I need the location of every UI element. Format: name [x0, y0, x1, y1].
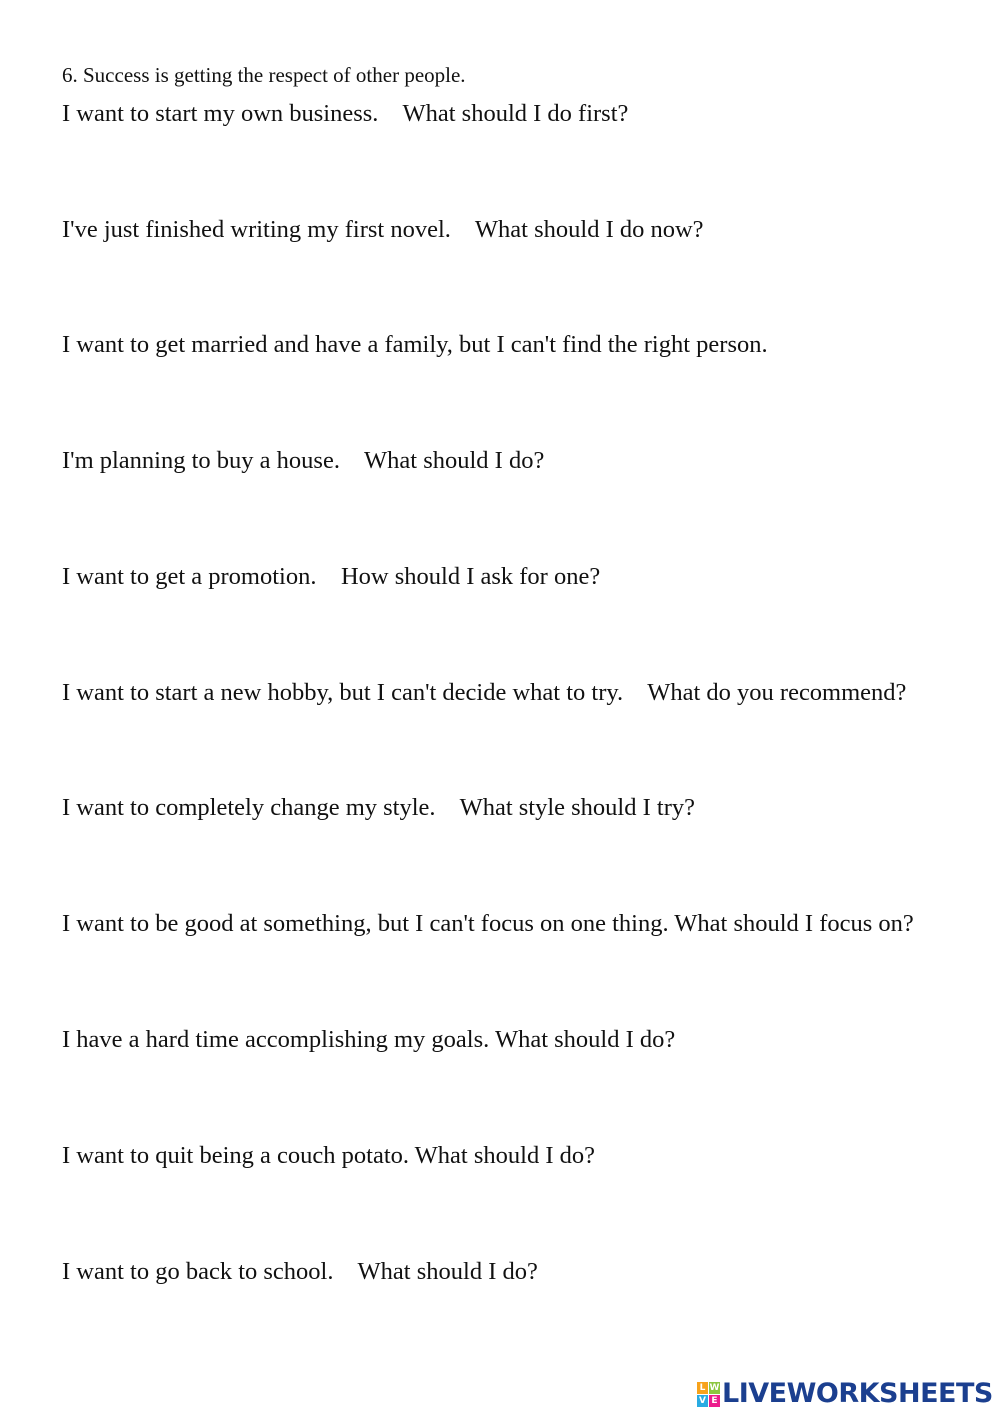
- question-6: I want to start a new hobby, but I can't decide what to try. What do you recommend?: [62, 679, 907, 706]
- question-3: I want to get married and have a family, but I can't find the right person.: [62, 331, 768, 358]
- question-2: I've just finished writing my first novel. What should I do now?: [62, 216, 704, 243]
- question-11: I want to go back to school. What should I do?: [62, 1258, 538, 1285]
- question-8: I want to be good at something, but I can't focus on one thing. What should I focus on?: [62, 910, 914, 937]
- intro-line: 6. Success is getting the respect of other people.: [62, 63, 466, 87]
- question-9: I have a hard time accomplishing my goals. What should I do?: [62, 1026, 676, 1053]
- question-10: I want to quit being a couch potato. What should I do?: [62, 1142, 595, 1169]
- question-1: I want to start my own business. What should I do first?: [62, 100, 629, 127]
- question-5: I want to get a promotion. How should I ask for one?: [62, 563, 601, 590]
- logo-mark-icon: L W V E: [697, 1382, 719, 1406]
- logo-text: LIVEWORKSHEETS: [722, 1378, 993, 1409]
- liveworksheets-logo: [697, 1378, 993, 1410]
- question-4: I'm planning to buy a house. What should I do?: [62, 447, 545, 474]
- question-7: I want to completely change my style. What style should I try?: [62, 794, 695, 821]
